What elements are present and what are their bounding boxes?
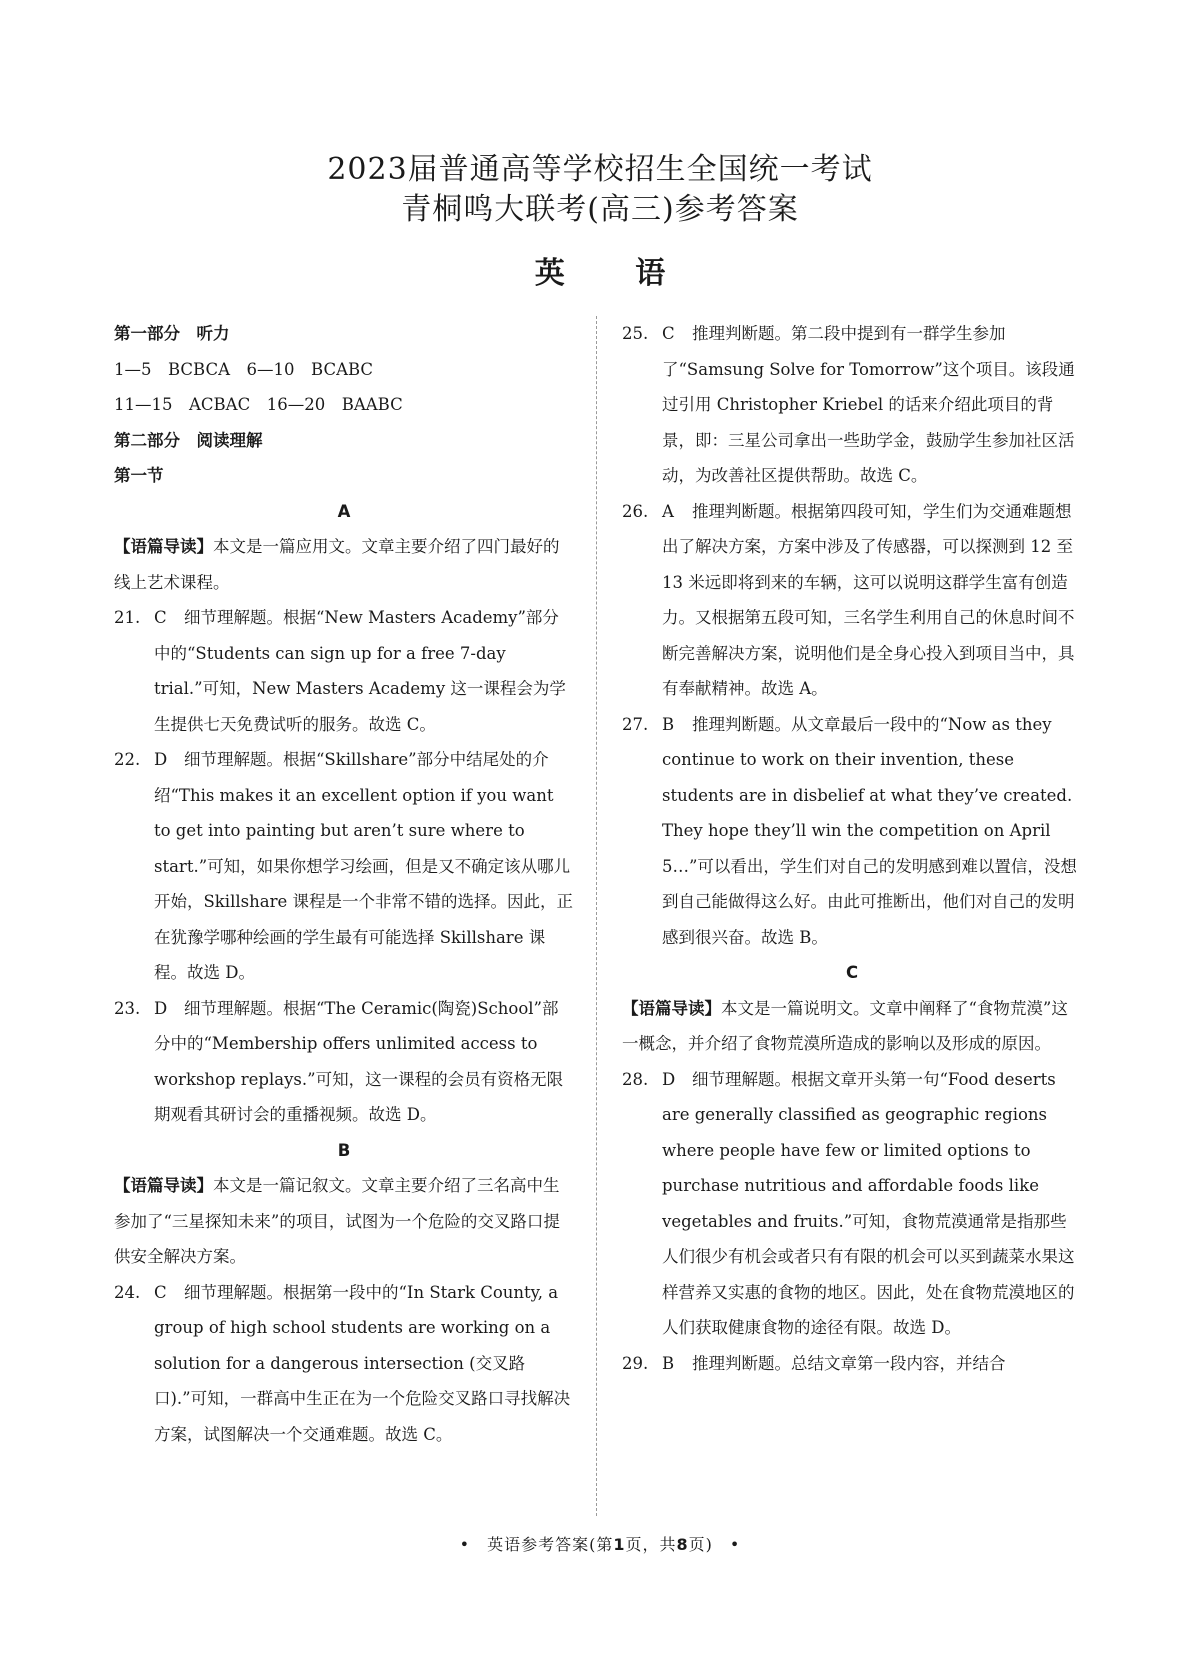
answer-letter: A — [662, 501, 674, 521]
answer-letter: C — [154, 1282, 167, 1302]
question-number: 26. — [622, 501, 649, 521]
section1-heading: 第一节 — [114, 466, 164, 485]
question-number: 21. — [114, 608, 141, 627]
column-divider — [596, 316, 597, 1516]
answer-letter: D — [662, 1069, 676, 1089]
exam-subtitle: 青桐鸣大联考(高三)参考答案 — [401, 192, 799, 227]
exam-title: 2023届普通高等学校招生全国统一考试 — [327, 152, 873, 187]
answer-item-24 — [114, 1275, 574, 1453]
listening-answers-row1: 1—5 BCBCA 6—10 BCABC — [114, 359, 374, 379]
question-number: 27. — [622, 714, 649, 734]
explanation: 推理判断题。总结文章第一段内容，并结合 — [692, 1353, 1006, 1373]
passage-a-letter: A — [337, 501, 351, 521]
answer-item-27 — [622, 707, 1082, 956]
answer-letter: D — [154, 998, 168, 1018]
subject-title: 英 语 — [534, 256, 696, 291]
explanation: 推理判断题。根据第四段可知，学生们为交通难题想出了解决方案，方案中涉及了传感器，可以探测到 12 至 13 米远即将到来的车辆，这可以说明这群学生富有创造力。又根据第五段可知，三名学生利用自己的休息时间不断完善解决方案，说明他们是全身心投入到项目当中，具有奉献精神。故选 A。 — [662, 501, 1075, 698]
passage-a-guide — [114, 529, 574, 600]
footer-suffix: 页) • — [688, 1535, 741, 1554]
document-header — [0, 150, 1200, 292]
guide-text: 本文是一篇应用文。文章主要介绍了四门最好的线上艺术课程。 — [114, 537, 560, 592]
answer-item-29 — [622, 1346, 1082, 1382]
answer-item-28 — [622, 1062, 1082, 1346]
explanation: 细节理解题。根据“The Ceramic(陶瓷)School”部分中的“Membership offers unlimited access to workshop replays.”可知，这一课程的会员有资格无限期观看其研讨会的重播视频。故选 D。 — [154, 998, 564, 1124]
explanation: 细节理解题。根据“Skillshare”部分中结尾处的介绍“This makes it an excellent option if you want to get into painting but aren’t sure where to start.”可知，如果你想学习绘画，但是又不确定该从哪儿开始，Skillshare 课程是一个非常不错的选择。因此，正在犹豫学哪种绘画的学生最有可能选择 Skillshare 课程。故选 D。 — [154, 750, 573, 982]
guide-label: 【语篇导读】 — [114, 537, 213, 556]
explanation: 细节理解题。根据文章开头第一句“Food deserts are generally classified as geographic regions where people have few or limited options to purchase nutritious and affordable foods like vegetables and fruits.”可知，食物荒漠通常是指那些人们很少有机会或者只有有限的机会可以买到蔬菜水果这样营养又实惠的食物的地区。因此，处在食物荒漠地区的人们获取健康食物的途径有限。故选 D。 — [662, 1069, 1075, 1337]
answer-letter: C — [662, 324, 675, 343]
right-column — [622, 316, 1082, 1381]
footer-prefix: • 英语参考答案(第 — [459, 1535, 614, 1554]
question-number: 25. — [622, 324, 649, 343]
question-number: 23. — [114, 998, 141, 1018]
question-number: 24. — [114, 1282, 141, 1302]
answer-item-22 — [114, 742, 574, 991]
footer-mid: 页，共 — [625, 1535, 677, 1554]
explanation: 推理判断题。从文章最后一段中的“Now as they continue to work on their invention, these students are in disbelief at what they’ve created. They hope they’ll win the competition on April 5…”可以看出，学生们对自己的发明感到难以置信，没想到自己能做得这么好。由此可推断出，他们对自己的发明感到很兴奋。故选 B。 — [662, 714, 1077, 947]
guide-label: 【语篇导读】 — [622, 998, 721, 1018]
explanation: 细节理解题。根据第一段中的“In Stark County, a group of high school students are working on a solution for a dangerous intersection (交叉路口).”可知，一群高中生正在为一个危险交叉路口寻找解决方案，试图解决一个交通难题。故选 C。 — [154, 1282, 571, 1444]
listening-answers-row2: 11—15 ACBAC 16—20 BAABC — [114, 395, 403, 414]
answer-letter: C — [154, 608, 167, 627]
answer-letter: B — [662, 714, 675, 734]
answer-letter: B — [662, 1353, 675, 1373]
left-column — [114, 316, 574, 1452]
passage-b-letter: B — [337, 1140, 351, 1160]
answer-item-25 — [622, 316, 1082, 494]
part1-heading: 第一部分 听力 — [114, 324, 230, 343]
answer-item-23 — [114, 991, 574, 1133]
explanation: 推理判断题。第二段中提到有一群学生参加了“Samsung Solve for Tomorrow”这个项目。该段通过引用 Christopher Kriebel 的话来介绍此项目的背景，即：三星公司拿出一些助学金，鼓励学生参加社区活动，为改善社区提供帮助。故选 C。 — [662, 324, 1075, 485]
passage-c-guide — [622, 991, 1082, 1062]
guide-label: 【语篇导读】 — [114, 1176, 213, 1195]
footer-total-pages: 8 — [676, 1535, 689, 1554]
explanation: 细节理解题。根据“New Masters Academy”部分中的“Students can sign up for a free 7-day trial.”可知，New Masters Academy 这一课程会为学生提供七天免费试听的服务。故选 C。 — [154, 608, 566, 734]
question-number: 29. — [622, 1353, 649, 1373]
question-number: 28. — [622, 1069, 649, 1089]
footer-page-number: 1 — [613, 1535, 626, 1554]
question-number: 22. — [114, 750, 141, 769]
guide-text: 本文是一篇说明文。文章中阐释了“食物荒漠”这一概念，并介绍了食物荒漠所造成的影响以及形成的原因。 — [622, 998, 1068, 1053]
answer-letter: D — [154, 750, 168, 769]
part2-heading: 第二部分 阅读理解 — [114, 430, 263, 450]
answer-item-26 — [622, 494, 1082, 707]
page-footer — [0, 1532, 1200, 1555]
passage-c-letter: C — [845, 963, 859, 982]
answer-item-21 — [114, 600, 574, 742]
passage-b-guide — [114, 1168, 574, 1275]
guide-text: 本文是一篇记叙文。文章主要介绍了三名高中生参加了“三星探知未来”的项目，试图为一个危险的交叉路口提供安全解决方案。 — [114, 1176, 560, 1266]
